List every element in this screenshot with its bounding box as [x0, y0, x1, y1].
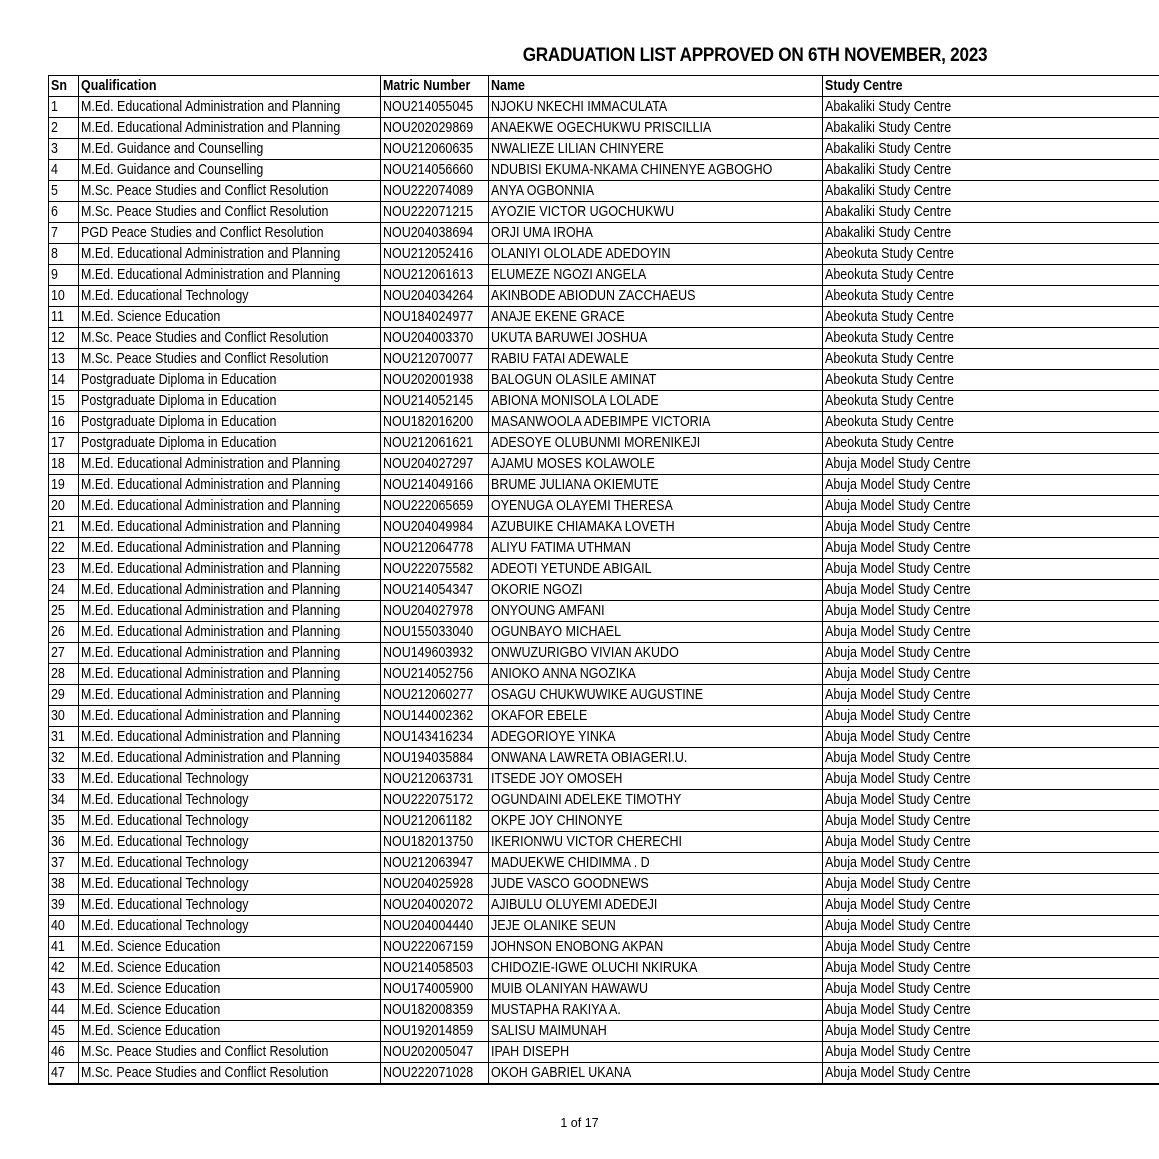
cell-matric-number: NOU194035884	[381, 748, 489, 769]
cell-matric-number: NOU212061182	[381, 811, 489, 832]
cell-study-centre: Abeokuta Study Centre	[823, 370, 1159, 391]
cell-name: AKINBODE ABIODUN ZACCHAEUS	[489, 286, 823, 307]
cell-sn: 2	[49, 118, 79, 139]
cell-matric-number: NOU214056660	[381, 160, 489, 181]
cell-name: OKORIE NGOZI	[489, 580, 823, 601]
cell-matric-number: NOU143416234	[381, 727, 489, 748]
table-row	[49, 328, 1159, 349]
table-row	[49, 916, 1159, 937]
table-row	[49, 832, 1159, 853]
cell-qualification: M.Sc. Peace Studies and Conflict Resolution	[79, 1063, 381, 1085]
table-row	[49, 769, 1159, 790]
cell-matric-number: NOU204025928	[381, 874, 489, 895]
cell-qualification: M.Sc. Peace Studies and Conflict Resolution	[79, 202, 381, 223]
cell-qualification: M.Ed. Educational Administration and Planning	[79, 496, 381, 517]
cell-name: AJAMU MOSES KOLAWOLE	[489, 454, 823, 475]
cell-qualification: M.Ed. Science Education	[79, 937, 381, 958]
cell-matric-number: NOU214052756	[381, 664, 489, 685]
cell-sn: 41	[49, 937, 79, 958]
cell-qualification: M.Ed. Educational Administration and Planning	[79, 454, 381, 475]
cell-study-centre: Abakaliki Study Centre	[823, 202, 1159, 223]
cell-study-centre: Abuja Model Study Centre	[823, 664, 1159, 685]
table-row	[49, 223, 1159, 244]
cell-study-centre: Abeokuta Study Centre	[823, 286, 1159, 307]
cell-qualification: Postgraduate Diploma in Education	[79, 412, 381, 433]
cell-study-centre: Abuja Model Study Centre	[823, 832, 1159, 853]
table-row	[49, 118, 1159, 139]
cell-matric-number: NOU204027297	[381, 454, 489, 475]
graduation-table	[48, 75, 1159, 1085]
cell-matric-number: NOU212064778	[381, 538, 489, 559]
table-body	[49, 97, 1159, 1085]
cell-name: SALISU MAIMUNAH	[489, 1021, 823, 1042]
cell-qualification: M.Ed. Science Education	[79, 1000, 381, 1021]
cell-qualification: Postgraduate Diploma in Education	[79, 433, 381, 454]
cell-matric-number: NOU222065659	[381, 496, 489, 517]
cell-study-centre: Abakaliki Study Centre	[823, 181, 1159, 202]
cell-name: ONWANA LAWRETA OBIAGERI.U.	[489, 748, 823, 769]
cell-qualification: M.Ed. Educational Technology	[79, 895, 381, 916]
table-row	[49, 307, 1159, 328]
cell-qualification: M.Ed. Educational Administration and Planning	[79, 559, 381, 580]
table-row	[49, 1000, 1159, 1021]
cell-study-centre: Abuja Model Study Centre	[823, 601, 1159, 622]
cell-matric-number: NOU212061613	[381, 265, 489, 286]
table-row	[49, 958, 1159, 979]
cell-sn: 21	[49, 517, 79, 538]
cell-name: IKERIONWU VICTOR CHERECHI	[489, 832, 823, 853]
cell-study-centre: Abuja Model Study Centre	[823, 580, 1159, 601]
cell-qualification: M.Ed. Educational Technology	[79, 874, 381, 895]
table-row	[49, 370, 1159, 391]
cell-study-centre: Abuja Model Study Centre	[823, 622, 1159, 643]
cell-name: OKAFOR EBELE	[489, 706, 823, 727]
cell-sn: 47	[49, 1063, 79, 1085]
page-number: 1 of 17	[560, 1116, 599, 1130]
cell-matric-number: NOU204027978	[381, 601, 489, 622]
cell-study-centre: Abakaliki Study Centre	[823, 118, 1159, 139]
cell-sn: 3	[49, 139, 79, 160]
table-row	[49, 517, 1159, 538]
cell-study-centre: Abuja Model Study Centre	[823, 937, 1159, 958]
table-row	[49, 97, 1159, 118]
table-row	[49, 412, 1159, 433]
cell-name: MUIB OLANIYAN HAWAWU	[489, 979, 823, 1000]
cell-name: ITSEDE JOY OMOSEH	[489, 769, 823, 790]
cell-matric-number: NOU204038694	[381, 223, 489, 244]
cell-study-centre: Abuja Model Study Centre	[823, 769, 1159, 790]
cell-sn: 12	[49, 328, 79, 349]
cell-sn: 36	[49, 832, 79, 853]
table-row	[49, 622, 1159, 643]
table-row	[49, 559, 1159, 580]
cell-qualification: M.Ed. Science Education	[79, 1021, 381, 1042]
cell-name: NDUBISI EKUMA-NKAMA CHINENYE AGBOGHO	[489, 160, 823, 181]
cell-sn: 10	[49, 286, 79, 307]
cell-name: ONYOUNG AMFANI	[489, 601, 823, 622]
cell-sn: 20	[49, 496, 79, 517]
cell-name: IPAH DISEPH	[489, 1042, 823, 1063]
cell-qualification: M.Ed. Educational Administration and Planning	[79, 244, 381, 265]
cell-study-centre: Abuja Model Study Centre	[823, 1063, 1159, 1085]
cell-matric-number: NOU222075582	[381, 559, 489, 580]
cell-qualification: M.Sc. Peace Studies and Conflict Resolution	[79, 1042, 381, 1063]
cell-qualification: Postgraduate Diploma in Education	[79, 370, 381, 391]
cell-sn: 16	[49, 412, 79, 433]
cell-qualification: M.Ed. Guidance and Counselling	[79, 139, 381, 160]
cell-sn: 25	[49, 601, 79, 622]
cell-matric-number: NOU214052145	[381, 391, 489, 412]
cell-matric-number: NOU212060635	[381, 139, 489, 160]
header-matric-number: Matric Number	[381, 76, 489, 97]
cell-name: MUSTAPHA RAKIYA A.	[489, 1000, 823, 1021]
cell-name: JOHNSON ENOBONG AKPAN	[489, 937, 823, 958]
table-row	[49, 1063, 1159, 1085]
cell-sn: 30	[49, 706, 79, 727]
cell-matric-number: NOU204002072	[381, 895, 489, 916]
cell-matric-number: NOU144002362	[381, 706, 489, 727]
cell-name: OSAGU CHUKWUWIKE AUGUSTINE	[489, 685, 823, 706]
cell-matric-number: NOU204003370	[381, 328, 489, 349]
cell-study-centre: Abeokuta Study Centre	[823, 391, 1159, 412]
cell-name: ANAEKWE OGECHUKWU PRISCILLIA	[489, 118, 823, 139]
cell-study-centre: Abuja Model Study Centre	[823, 643, 1159, 664]
cell-sn: 31	[49, 727, 79, 748]
cell-study-centre: Abeokuta Study Centre	[823, 265, 1159, 286]
cell-name: ADEOTI YETUNDE ABIGAIL	[489, 559, 823, 580]
cell-matric-number: NOU204004440	[381, 916, 489, 937]
cell-qualification: M.Ed. Educational Administration and Planning	[79, 601, 381, 622]
cell-sn: 17	[49, 433, 79, 454]
cell-name: OKPE JOY CHINONYE	[489, 811, 823, 832]
cell-sn: 19	[49, 475, 79, 496]
cell-qualification: M.Ed. Educational Administration and Planning	[79, 685, 381, 706]
cell-matric-number: NOU214055045	[381, 97, 489, 118]
cell-qualification: M.Ed. Educational Administration and Planning	[79, 517, 381, 538]
table-row	[49, 160, 1159, 181]
cell-qualification: Postgraduate Diploma in Education	[79, 391, 381, 412]
cell-name: ELUMEZE NGOZI ANGELA	[489, 265, 823, 286]
cell-study-centre: Abuja Model Study Centre	[823, 916, 1159, 937]
cell-name: MASANWOOLA ADEBIMPE VICTORIA	[489, 412, 823, 433]
cell-name: ANIOKO ANNA NGOZIKA	[489, 664, 823, 685]
cell-matric-number: NOU214054347	[381, 580, 489, 601]
cell-sn: 9	[49, 265, 79, 286]
cell-qualification: M.Ed. Educational Technology	[79, 769, 381, 790]
cell-qualification: M.Sc. Peace Studies and Conflict Resolution	[79, 328, 381, 349]
cell-sn: 44	[49, 1000, 79, 1021]
cell-qualification: M.Ed. Educational Administration and Planning	[79, 118, 381, 139]
cell-qualification: M.Ed. Educational Administration and Planning	[79, 706, 381, 727]
cell-sn: 13	[49, 349, 79, 370]
header-study-centre: Study Centre	[823, 76, 1159, 97]
cell-sn: 24	[49, 580, 79, 601]
cell-study-centre: Abuja Model Study Centre	[823, 454, 1159, 475]
cell-name: ADESOYE OLUBUNMI MORENIKEJI	[489, 433, 823, 454]
cell-qualification: M.Ed. Educational Administration and Planning	[79, 664, 381, 685]
cell-study-centre: Abeokuta Study Centre	[823, 349, 1159, 370]
cell-study-centre: Abuja Model Study Centre	[823, 958, 1159, 979]
table-row	[49, 580, 1159, 601]
cell-study-centre: Abeokuta Study Centre	[823, 328, 1159, 349]
cell-matric-number: NOU202001938	[381, 370, 489, 391]
cell-sn: 35	[49, 811, 79, 832]
cell-sn: 1	[49, 97, 79, 118]
cell-qualification: M.Ed. Guidance and Counselling	[79, 160, 381, 181]
cell-name: MADUEKWE CHIDIMMA . D	[489, 853, 823, 874]
cell-name: AJIBULU OLUYEMI ADEDEJI	[489, 895, 823, 916]
cell-study-centre: Abuja Model Study Centre	[823, 979, 1159, 1000]
cell-study-centre: Abuja Model Study Centre	[823, 517, 1159, 538]
cell-qualification: M.Ed. Science Education	[79, 307, 381, 328]
cell-qualification: M.Ed. Educational Technology	[79, 286, 381, 307]
cell-matric-number: NOU204049984	[381, 517, 489, 538]
cell-sn: 8	[49, 244, 79, 265]
cell-qualification: PGD Peace Studies and Conflict Resolution	[79, 223, 381, 244]
cell-matric-number: NOU222071028	[381, 1063, 489, 1085]
header-sn: Sn	[49, 76, 79, 97]
cell-study-centre: Abuja Model Study Centre	[823, 853, 1159, 874]
cell-name: ONWUZURIGBO VIVIAN AKUDO	[489, 643, 823, 664]
cell-study-centre: Abakaliki Study Centre	[823, 97, 1159, 118]
cell-sn: 38	[49, 874, 79, 895]
cell-qualification: M.Ed. Educational Administration and Planning	[79, 748, 381, 769]
cell-name: OGUNBAYO MICHAEL	[489, 622, 823, 643]
table-row	[49, 790, 1159, 811]
table-row	[49, 706, 1159, 727]
document-title: GRADUATION LIST APPROVED ON 6TH NOVEMBER, 2023	[522, 44, 988, 66]
cell-name: JEJE OLANIKE SEUN	[489, 916, 823, 937]
cell-qualification: M.Ed. Educational Technology	[79, 811, 381, 832]
cell-study-centre: Abuja Model Study Centre	[823, 895, 1159, 916]
cell-study-centre: Abuja Model Study Centre	[823, 559, 1159, 580]
cell-name: AYOZIE VICTOR UGOCHUKWU	[489, 202, 823, 223]
table-row	[49, 139, 1159, 160]
header-qualification: Qualification	[79, 76, 381, 97]
cell-qualification: M.Sc. Peace Studies and Conflict Resolution	[79, 349, 381, 370]
cell-name: UKUTA BARUWEI JOSHUA	[489, 328, 823, 349]
table-row	[49, 895, 1159, 916]
cell-study-centre: Abuja Model Study Centre	[823, 811, 1159, 832]
cell-qualification: M.Ed. Educational Technology	[79, 916, 381, 937]
cell-qualification: M.Ed. Educational Administration and Planning	[79, 580, 381, 601]
cell-name: ALIYU FATIMA UTHMAN	[489, 538, 823, 559]
cell-study-centre: Abuja Model Study Centre	[823, 685, 1159, 706]
cell-matric-number: NOU192014859	[381, 1021, 489, 1042]
cell-sn: 29	[49, 685, 79, 706]
table-row	[49, 286, 1159, 307]
cell-sn: 46	[49, 1042, 79, 1063]
cell-study-centre: Abuja Model Study Centre	[823, 748, 1159, 769]
cell-sn: 33	[49, 769, 79, 790]
cell-study-centre: Abuja Model Study Centre	[823, 1021, 1159, 1042]
cell-matric-number: NOU212070077	[381, 349, 489, 370]
table-row	[49, 1021, 1159, 1042]
cell-sn: 40	[49, 916, 79, 937]
table-row	[49, 1042, 1159, 1063]
cell-matric-number: NOU212063947	[381, 853, 489, 874]
cell-name: AZUBUIKE CHIAMAKA LOVETH	[489, 517, 823, 538]
table-header-row	[49, 76, 1159, 97]
table-row	[49, 601, 1159, 622]
cell-study-centre: Abakaliki Study Centre	[823, 160, 1159, 181]
cell-study-centre: Abakaliki Study Centre	[823, 223, 1159, 244]
cell-sn: 45	[49, 1021, 79, 1042]
table-row	[49, 391, 1159, 412]
table-row	[49, 244, 1159, 265]
cell-sn: 15	[49, 391, 79, 412]
cell-name: ANYA OGBONNIA	[489, 181, 823, 202]
cell-study-centre: Abeokuta Study Centre	[823, 433, 1159, 454]
cell-sn: 43	[49, 979, 79, 1000]
cell-qualification: M.Ed. Educational Administration and Planning	[79, 265, 381, 286]
cell-sn: 28	[49, 664, 79, 685]
cell-name: OGUNDAINI ADELEKE TIMOTHY	[489, 790, 823, 811]
cell-study-centre: Abuja Model Study Centre	[823, 496, 1159, 517]
table-row	[49, 454, 1159, 475]
cell-sn: 7	[49, 223, 79, 244]
cell-matric-number: NOU204034264	[381, 286, 489, 307]
cell-study-centre: Abuja Model Study Centre	[823, 727, 1159, 748]
table-row	[49, 685, 1159, 706]
cell-qualification: M.Ed. Science Education	[79, 979, 381, 1000]
cell-sn: 34	[49, 790, 79, 811]
cell-matric-number: NOU214058503	[381, 958, 489, 979]
cell-study-centre: Abeokuta Study Centre	[823, 307, 1159, 328]
table-row	[49, 349, 1159, 370]
cell-qualification: M.Ed. Educational Administration and Planning	[79, 475, 381, 496]
table-row	[49, 643, 1159, 664]
table-row	[49, 979, 1159, 1000]
cell-sn: 5	[49, 181, 79, 202]
cell-name: ABIONA MONISOLA LOLADE	[489, 391, 823, 412]
cell-name: OLANIYI OLOLADE ADEDOYIN	[489, 244, 823, 265]
cell-study-centre: Abuja Model Study Centre	[823, 1000, 1159, 1021]
cell-matric-number: NOU202005047	[381, 1042, 489, 1063]
cell-study-centre: Abuja Model Study Centre	[823, 874, 1159, 895]
cell-matric-number: NOU222071215	[381, 202, 489, 223]
cell-qualification: M.Ed. Educational Technology	[79, 832, 381, 853]
cell-sn: 11	[49, 307, 79, 328]
cell-sn: 37	[49, 853, 79, 874]
cell-matric-number: NOU182016200	[381, 412, 489, 433]
cell-matric-number: NOU155033040	[381, 622, 489, 643]
cell-matric-number: NOU222074089	[381, 181, 489, 202]
cell-name: NWALIEZE LILIAN CHINYERE	[489, 139, 823, 160]
table-row	[49, 874, 1159, 895]
cell-study-centre: Abuja Model Study Centre	[823, 538, 1159, 559]
cell-matric-number: NOU212063731	[381, 769, 489, 790]
cell-study-centre: Abuja Model Study Centre	[823, 706, 1159, 727]
table-row	[49, 496, 1159, 517]
cell-name: ANAJE EKENE GRACE	[489, 307, 823, 328]
cell-matric-number: NOU214049166	[381, 475, 489, 496]
cell-study-centre: Abuja Model Study Centre	[823, 475, 1159, 496]
cell-qualification: M.Ed. Educational Administration and Planning	[79, 643, 381, 664]
table-row	[49, 538, 1159, 559]
table-row	[49, 853, 1159, 874]
cell-name: BALOGUN OLASILE AMINAT	[489, 370, 823, 391]
cell-study-centre: Abakaliki Study Centre	[823, 139, 1159, 160]
cell-study-centre: Abeokuta Study Centre	[823, 412, 1159, 433]
cell-qualification: M.Sc. Peace Studies and Conflict Resolution	[79, 181, 381, 202]
cell-matric-number: NOU212060277	[381, 685, 489, 706]
table-row	[49, 748, 1159, 769]
cell-study-centre: Abuja Model Study Centre	[823, 790, 1159, 811]
cell-name: ORJI UMA IROHA	[489, 223, 823, 244]
cell-qualification: M.Ed. Educational Administration and Planning	[79, 538, 381, 559]
table-row	[49, 475, 1159, 496]
cell-matric-number: NOU222067159	[381, 937, 489, 958]
cell-sn: 18	[49, 454, 79, 475]
cell-sn: 32	[49, 748, 79, 769]
cell-qualification: M.Ed. Educational Administration and Planning	[79, 727, 381, 748]
cell-sn: 23	[49, 559, 79, 580]
cell-matric-number: NOU149603932	[381, 643, 489, 664]
table-row	[49, 433, 1159, 454]
cell-sn: 42	[49, 958, 79, 979]
cell-sn: 26	[49, 622, 79, 643]
cell-name: JUDE VASCO GOODNEWS	[489, 874, 823, 895]
cell-study-centre: Abeokuta Study Centre	[823, 244, 1159, 265]
table-row	[49, 727, 1159, 748]
cell-matric-number: NOU184024977	[381, 307, 489, 328]
cell-name: RABIU FATAI ADEWALE	[489, 349, 823, 370]
table-row	[49, 181, 1159, 202]
cell-name: ADEGORIOYE YINKA	[489, 727, 823, 748]
cell-matric-number: NOU182013750	[381, 832, 489, 853]
cell-name: NJOKU NKECHI IMMACULATA	[489, 97, 823, 118]
cell-matric-number: NOU212052416	[381, 244, 489, 265]
cell-matric-number: NOU174005900	[381, 979, 489, 1000]
cell-matric-number: NOU222075172	[381, 790, 489, 811]
cell-qualification: M.Ed. Educational Technology	[79, 853, 381, 874]
table-row	[49, 811, 1159, 832]
table-row	[49, 265, 1159, 286]
cell-study-centre: Abuja Model Study Centre	[823, 1042, 1159, 1063]
cell-qualification: M.Ed. Educational Administration and Planning	[79, 97, 381, 118]
cell-sn: 22	[49, 538, 79, 559]
cell-matric-number: NOU182008359	[381, 1000, 489, 1021]
header-name: Name	[489, 76, 823, 97]
cell-name: OYENUGA OLAYEMI THERESA	[489, 496, 823, 517]
cell-matric-number: NOU202029869	[381, 118, 489, 139]
table-row	[49, 202, 1159, 223]
table-row	[49, 664, 1159, 685]
cell-qualification: M.Ed. Science Education	[79, 958, 381, 979]
cell-name: OKOH GABRIEL UKANA	[489, 1063, 823, 1085]
cell-name: CHIDOZIE-IGWE OLUCHI NKIRUKA	[489, 958, 823, 979]
cell-sn: 14	[49, 370, 79, 391]
cell-sn: 4	[49, 160, 79, 181]
cell-sn: 27	[49, 643, 79, 664]
cell-sn: 6	[49, 202, 79, 223]
table-row	[49, 937, 1159, 958]
cell-matric-number: NOU212061621	[381, 433, 489, 454]
cell-qualification: M.Ed. Educational Technology	[79, 790, 381, 811]
cell-qualification: M.Ed. Educational Administration and Planning	[79, 622, 381, 643]
cell-name: BRUME JULIANA OKIEMUTE	[489, 475, 823, 496]
cell-sn: 39	[49, 895, 79, 916]
